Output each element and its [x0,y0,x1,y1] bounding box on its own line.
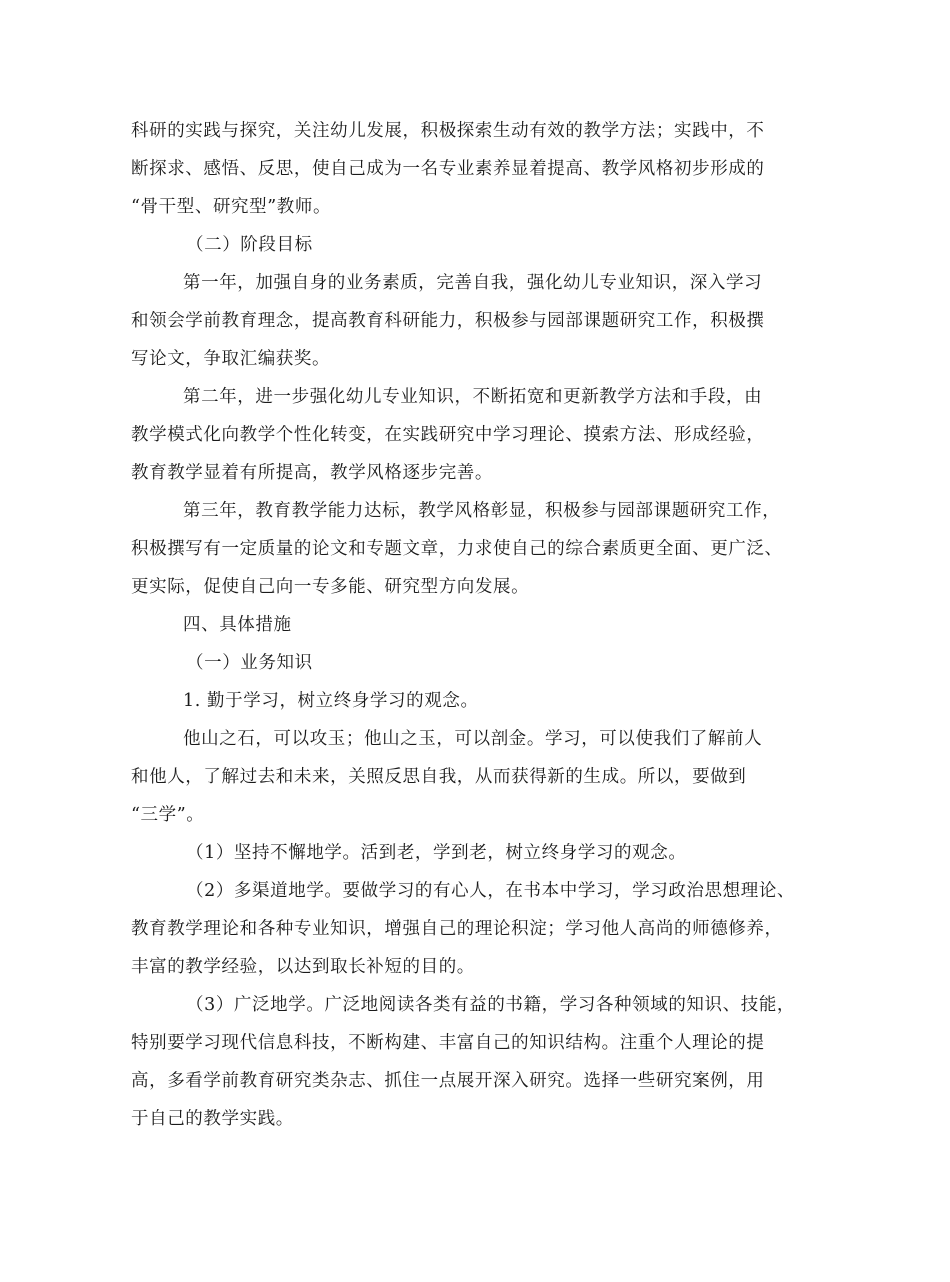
text-line: 第二年，进一步强化幼儿专业知识，不断拓宽和更新教学方法和手段，由 [183,387,763,407]
text-line: “骨干型、研究型”教师。 [131,197,332,217]
text-line: 高，多看学前教育研究类杂志、抓住一点展开深入研究。选择一些研究案例，用 [131,1071,765,1091]
section-heading: （二）阶段目标 [186,235,313,255]
text-line: 断探求、感悟、反思，使自己成为一名专业素养显着提高、教学风格初步形成的 [131,159,765,179]
text-line: （3）广泛地学。广泛地阅读各类有益的书籍，学习各种领域的知识、技能， [186,995,796,1015]
text-line: 1. 勤于学习，树立终身学习的观念。 [183,691,479,711]
text-line: 教育教学理论和各种专业知识，增强自己的理论积淀；学习他人高尚的师德修养， [131,919,783,939]
text-line: 写论文，争取汇编获奖。 [131,349,331,369]
text-line: “三学”。 [131,805,205,825]
text-line: 科研的实践与探究，关注幼儿发展，积极探索生动有效的教学方法；实践中，不 [131,121,765,141]
text-line: （2）多渠道地学。要做学习的有心人，在书本中学习，学习政治思想理论、 [186,881,796,901]
text-line: 第三年，教育教学能力达标，教学风格彰显，积极参与园部课题研究工作， [183,501,781,521]
text-line: 教育教学显着有所提高，教学风格逐步完善。 [131,463,493,483]
text-line: 更实际，促使自己向一专多能、研究型方向发展。 [131,577,530,597]
text-line: 和他人，了解过去和未来，关照反思自我，从而获得新的生成。所以，要做到 [131,767,747,787]
text-line: （1）坚持不懈地学。活到老，学到老，树立终身学习的观念。 [186,843,687,863]
text-line: 于自己的教学实践。 [131,1109,294,1129]
text-line: 和领会学前教育理念，提高教育科研能力，积极参与园部课题研究工作，积极撰 [131,311,765,331]
section-heading: 四、具体措施 [183,615,292,635]
text-line: 教学模式化向教学个性化转变，在实践研究中学习理论、摸索方法、形成经验， [131,425,765,445]
text-line: 积极撰写有一定质量的论文和专题文章，力求使自己的综合素质更全面、更广泛、 [131,539,783,559]
text-line: 第一年，加强自身的业务素质，完善自我，强化幼儿专业知识，深入学习 [183,273,763,293]
section-heading: （一）业务知识 [186,653,313,673]
text-line: 丰富的教学经验，以达到取长补短的目的。 [131,957,475,977]
text-line: 特别要学习现代信息科技，不断构建、丰富自己的知识结构。注重个人理论的提 [131,1033,765,1053]
text-line: 他山之石，可以攻玉；他山之玉，可以剖金。学习，可以使我们了解前人 [183,729,763,749]
